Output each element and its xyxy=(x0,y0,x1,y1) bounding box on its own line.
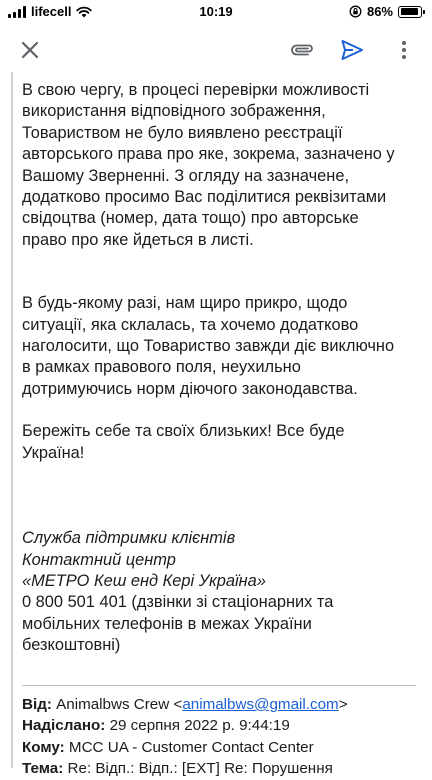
battery-icon xyxy=(398,6,422,18)
sent-value: 29 серпня 2022 р. 9:44:19 xyxy=(109,717,290,735)
text-line: Україна! xyxy=(22,443,85,462)
quote-bar xyxy=(11,72,13,768)
to-label: Кому: xyxy=(22,738,65,756)
battery-percent: 86% xyxy=(366,4,393,19)
compose-toolbar xyxy=(0,28,432,72)
header-from xyxy=(22,694,432,715)
more-vertical-icon xyxy=(401,40,407,60)
attach-button[interactable] xyxy=(288,36,316,64)
paragraph-verification xyxy=(22,80,422,251)
email-body xyxy=(0,72,432,778)
text-line: ситуації, яка склалась, та хочемо додатково xyxy=(22,315,359,334)
forwarded-headers xyxy=(22,694,432,780)
close-button[interactable] xyxy=(16,36,44,64)
text-line: Вашому Зверненні. З огляду на зазначене, xyxy=(22,166,349,185)
text-line: право про яке йдеться в листі. xyxy=(22,230,254,249)
status-right xyxy=(349,4,422,19)
forward-divider xyxy=(22,685,416,686)
status-bar xyxy=(0,0,432,24)
contact-line: мобільних телефонів в межах України xyxy=(22,614,312,633)
contact-line: 0 800 501 401 (дзвінки зі стаціонарних та xyxy=(22,593,334,612)
signature-line: Служба підтримки клієнтів xyxy=(22,529,236,548)
contact-info xyxy=(22,592,422,656)
text-line: Товариством не було виявлено реєстрації xyxy=(22,123,343,142)
text-line: в рамках правового поля, неухильно xyxy=(22,358,301,377)
signature-line: «МЕТРО Кеш енд Кері Україна» xyxy=(22,571,266,590)
from-email-link[interactable]: animalbws@gmail.com xyxy=(182,696,339,713)
subject-label: Тема: xyxy=(22,760,64,778)
rotation-lock-icon xyxy=(349,5,362,18)
header-sent xyxy=(22,715,432,736)
from-label: Від: xyxy=(22,696,52,713)
text-line: використання відповідного зображення, xyxy=(22,102,326,121)
paragraph-wishes xyxy=(22,421,422,464)
quoted-text xyxy=(22,80,422,657)
signature xyxy=(22,528,422,592)
send-button[interactable] xyxy=(338,36,366,64)
text-line: В свою чергу, в процесі перевірки можливості xyxy=(22,81,370,99)
paperclip-icon xyxy=(290,38,314,62)
carrier-name: lifecell xyxy=(31,4,72,19)
text-line: В будь-якому разі, нам щиро прикро, щодо xyxy=(22,294,348,313)
from-suffix: > xyxy=(338,696,348,713)
send-icon xyxy=(340,39,364,61)
close-icon xyxy=(21,41,39,59)
more-options-button[interactable] xyxy=(390,36,418,64)
text-line: Бережіть себе та своїх близьких! Все буде xyxy=(22,422,345,441)
text-line: свідоцтва (номер, дата тощо) про авторське xyxy=(22,209,359,228)
header-to xyxy=(22,737,432,758)
sent-label: Надіслано: xyxy=(22,717,106,735)
text-line: авторського права про яке, зокрема, зазначено у xyxy=(22,145,395,164)
from-name: Animalbws Crew < xyxy=(56,696,183,713)
signature-line: Контактний центр xyxy=(22,550,176,569)
text-line: додатково просимо Вас поділитися реквізитами xyxy=(22,188,387,207)
text-line: дотримуючись норм діючого законодавства. xyxy=(22,379,358,398)
paragraph-apology xyxy=(22,293,422,400)
header-subject xyxy=(22,758,432,779)
text-line: наголосити, що Товариство завжди діє виключно xyxy=(22,337,395,356)
subject-value: Re: Відп.: Відп.: [EXT] Re: Порушення xyxy=(67,760,333,778)
to-value: MCC UA - Customer Contact Center xyxy=(68,738,314,756)
clock: 10:19 xyxy=(199,4,233,19)
contact-line: безкоштовні) xyxy=(22,636,121,655)
